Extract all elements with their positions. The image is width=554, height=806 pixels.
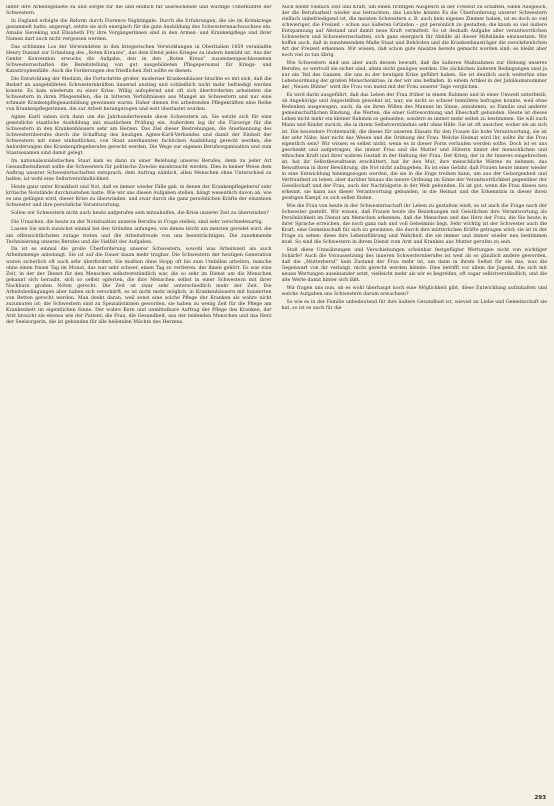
paragraph: Es wird darin ausgeführt, daß das Leben der Frau früher in einem Rahmen und in einer Umwelt unterbleib, ob Angehörige und Angestellten gewohnt ist, war, sie nicht so schwer bemühtes befragen konnte, weil ohne Bedenken ausgewogen, auch, da sie ihren Willen des Mannes im Sinne, annahmen, so Familie und anderer gemeinschaftlichen Bindung, die Werten, die einer Gottesordnung und Eheschaft gebunden. Heute ist dieses Leben nicht mehr ein kleiner Rahmen so gebunden, sondern es immer mehr selbst zu bestimmen. Sie will auch Mann und Kinder zurück, die in ihrem Selbstverständnis sehr ohne Hilfe. Sie ist oft unsicher, woher sie an sich ist. Die besondere Problematik, die dieses für unseren Einsatz für den Frauen die hohe Verantwortung, sie ist der sehr Nähe, hier nicht das Wesen und die Ordnung der Frau. Welche Heimat wird ihr, sollte ihr die Frau eigentlich sein? Wir wissen es selbst nicht, wenn es in dieser Form verlaufen werden sollte. Doch ist es uns geschenkt und aufgetragen, die immer Frau und die Mutter und Hüterin hinter der menschlichen und ethischen Kraft und ihrer wahren Gestalt in der Haltung der Frau. Der Krieg, der in ihr Inneres eingebrochen ist, hat ihr Selbstbewußtsein erschüttert, hat ihr den Mut, ihre menschliche Wärme zu nehmen, das Bewußtsein in ihrer Bewährung, die Not nicht aufzugeben. Es ist eine Gefahr, daß Frauen heute immer wieder in eine Entwicklung hineingezogen werden, die sie in die Enge treiben kann, um aus der Geborgenheit und Vertrautheit zu leben, aber darüber hinaus die innere Ordnung im Sinne der Verantwortlichkeit gegenüber der Gesellschaft und der Frau, auch der Nachfolgerin in der Welt gebunden. Es ist gut, wenn die Frau dieses neu erkennt, sie kann aus dieser Verantwortung gebunden, in die Heimat und die Erkenntnis in dieser ihren geistigen Kampf, zu sich selbst finden. (281, 93, 547, 202)
paragraph: Agnes Karll sahen sich dann um die Jahrhundertwende diese Schwestern an. Sie setzte sich für eine gesetzliche staatliche Ausbildung mit staatlichem Prüfung ein. Außerdem lag ihr die Fürsorge für die Schwestern in den Krankenhäusern sehr am Herzen. Das Ziel dieser Bestrebungen, die Anerkennung des Schwesternberufes durch die Schaffung des heutigen Agnes-Karll-Verbandes und damit der Einheit der Schwestern mit einer einheitlichen, von Staat anerkannten fachlichen Ausbildung gerecht werden; die Anforderungen des Krankenpflegeberufes gerecht werden. Die Wege zur eigenen Berufsorganisation und zum Staatsexamen sind damit gelegt. (6, 114, 272, 157)
left-column (6, 5, 272, 800)
paragraph: Wie Schwestern sind uns aber auch dessen bewußt, daß die äußeren Maßnahmen zur Hebung unseres Berufes, so wertvoll sie sicher sind, allein nicht genügen werden. Die sächlichen äußeren Bedingungen sind ja nur ein Teil des Ganzen, die uns zu der heutigen Krise geführt haben. Sie ist deutlich auch weiterhin eine Lebensordnung der großen Menschenkrise, in der wir uns befinden. In einem Artikel in der Jubiläumsnummer der „Neuen Bühne“ wird die Frau von meist mit der Frau unserer Tage verglichen. (281, 61, 547, 91)
paragraph: Lassen Sie mich zunächst einmal bei den Gründen anfangen, von denen leicht am meisten geredet wird, die am offensichtlichsten zutage treten und die Arbeitsfreude von uns beeinträchtigen. Die zunehmende Technisierung unseres Berufes und die Vielfalt der Aufgaben. (6, 227, 272, 245)
paragraph: So wie es in der Familie unbedeutend für ihre äußere Gesundheit ist, wieviel an Liebe und Gemeinschaft sie hat, so ist es auch für die (281, 299, 547, 312)
paragraph: In England erfolgte die Reform durch Florence Nightingale. Durch die Erfahrungen, die sie im Krimkriege gesammelt hatte, angeregt, setzte sie sich energisch für die gute Ausbildung des Schwesternnachwuchses ein. Amalie Sieveking und Elisabeth Fry ihre Vorgängerinnen sind in den Armen- und Krankenpflege und ihrer Namen darf auch nicht vergessen werden. (6, 18, 272, 43)
paragraph: Stoß diese Umwälzungen und Verschiebungen scheinbar festgefügter Wertungen nicht von wichtiger Schärfe? Auch die Voraussetzung des inneren Schwesternberufes ist weit ab so gänzlich andere geworden, daß die „Mutterberuf“ kein Zustand der Frau mehr ist, um dann in ihrem Selbst für sie das, was die Gegenwart von ihr verlangt, nicht gerecht werden könnte. Dies betrifft vor allem die Jugend, die sich mit neuen Wertungen auseinander setzt, vielleicht mehr als wir es begreifen, oft sogar selbstverständlich, und die alte Werte damit hinter sich läßt. (281, 248, 547, 284)
paragraph: Das schlimme Los der Verwundeten in den kriegerischen Verwicklungen in Oberitalien 1859 veranlaßte Henry Dunant zur Gründung des „Roten Kreuzes“, das dem Elend jedes Krieges zu lindern bemüht ist. Aus der Genfer Konvention erwuchs die Aufgabe, den in den „Roten Kreuz“ zusammengeschlossenen Schwesternschaften die Bereitstellung von gut ausgebildeten Pflegepersonal für Kriegs- und Katastrophenfälle. Auch die Forderungen des friedlichen Zeit sollte es dienen. (6, 44, 272, 75)
paragraph: Wir fragen uns nun, ob es wohl überhaupt noch eine Möglichkeit gibt, diese Entwicklung aufzuhalten und welche Aufgaben uns Schwestern darum erwachsen? (281, 286, 547, 298)
paragraph: Die Entwicklung der Medizin, die Fortschritte großer, moderner Krankenhäuser brachte es mit sich, daß die Bedarf an ausgebildeten Schwesternkräften dauernd anstieg und schließlich nicht mehr befriedigt werden konnte. Es kam wiederum zu einer Krise. Willig aufopfernd und oft sich überforderten arbeiteten die Schwestern in ihren Pflegestellen, die in bitteren Verhältnissen aus Mangel an Schwestern und nur eine schmale Krankenpflegeausbildung gewonnen waren. Daher dienen frei arbeitenden Pflegekräften eine Reihe von Krankenpflegerinnen, die zur Arbeit herangezogen und weit überlastet wurden. (6, 76, 272, 113)
paragraph: Sollen wir Schwestern nicht auch heute aufgerufen sein mitzuhelfen, die Krise unserer Zeit zu überwinden? (11, 211, 269, 217)
paragraph: Wie die Frau von heute in der Schwesternschaft ihr Leben zu gestalten weiß, so ist auch die Frage nach der Schwester gestellt. Wir wissen, daß Frauen heute die Beziehungen mit Geistlichen ihre Verantwortung als Persönlichkeit im Dienst am Menschen erkennen, daß die Menschen und das Herz der Frau, die Sie heute in ihrer Sprache erreichen, die noch ganz nah und voll Geheimnis liegt. Sehr wichtig ist der Schwester auch die Kraft, eine Gemeinschaft für sich zu gewinnen, die durch ihre mütterlichen Kräfte getragen wird; sie ist in der Frage zu sehen: diese ihre Lebensführung und Wahrheit, die sie immer und immer wieder neu bestimmen muß. So sind die Schwestern in ihrem Dienst vom Arzt und Kranken aus Mutter gerufen zu sein. (281, 203, 547, 246)
paragraph: Heute ganz unter Krankheit und Not, daß es immer wieder Fälle gab, in denen der Krankenpflegeberuf sehr kritische Notstände durchzustehen hatte. Wie wir uns diesen Aufgaben stellen, hängt wesentlich davon ab, wie es uns gelingen wird, dieser Krise zu überwinden, und zwar durch die ganz persönlichen Kräfte der einzelnen Schwester und ihre persönliche Verantwortung. (6, 185, 272, 209)
paragraph: Da ist es einmal die große Überforderung unserer Schwestern, sowohl was Arbeitszeit als auch Arbeitsmenge anbelangt. Sie ist auf die Dauer kaum mehr tragbar. Die Schwestern der heutigen Generation waren sicherlich oft auch sehr überfordert. Sie mußten ohne Stopp oft bis zum Umfallen arbeiten, manche ohne einen freien Tag im Monat, das war sehr schwer, einen Tag zu verlieren, der ihnen gehört. Es war eine Zeit, in der der Dienst für den Menschen selbstverständlich war, die so sehr im Dienst um die Menschen gekannt sich beraubt, sich so selbst opferten, die ihre Menschen selbst in einer Schwestern mit ihrer Nachbarn großen Nöten gerecht. Die Zeit ist zwar sehr unterschiedlich mehr der Zeit. Die Arbeitsbedingungen aber haben sich verschärft, es ist nicht mehr möglich, in Krankenhäusern mit hunderten von Betten gerecht werden. Man denkt daran, weil sonst eine solche Pflege der Kranken als wahre nicht zuzumuten ist; die Schwestern sind zu Spezialistinnen geworden, sie haben zu wenig Zeit für die Pflege am Krankenbett im eigentlichen Sinne. Der wahre Kern und unmittelbare Auftrag der Pflege des Kranken, der Arzt braucht sie ebenso wie der Patient; die Frau, die Gesundheit, aus der leidenden Menschen und das Herz der Seelsorgerin, die ist gebunden für alle heilenden Mächte des Herzens. (6, 247, 272, 325)
paragraph: Auch bleibt vielfach Zeit und Kraft, um einen richtigen Ausgleich in der Freizeit zu schaffen, einen Ausgleich, der die Berufsarbeit wieder aus betrachten, das Leichte könnte Es die Überforderung unserer Schwestern vielfach unbefriedigend ist, die meisten Schwestern z. B. auch kein eigenes Zimmer haben, ist es doch so viel schwieriger, die Freizeit – schon aus äußeren Gründen – gut persönlich zu gestalten; die kaum so viel äußere Entspannung auf Abstand und damit neue Kraft vermittelt. So ist deshalb Aufgabe aller verantwortlichen Schwestern und Schwesternschaften, sich ganz energisch für Abhilfe all dieser Mißstände einzusetzen. Wir hoffen auch, daß in zunehmendem Maße Staat und Behörden und die Krankenhausträger die zweckdienlichen Art der Freizeit erkennen. Wir wissen, daß schon gute Ansätze bereits gemacht worden sind; es bleibt aber noch viel zu tun übrig. (281, 5, 547, 59)
paragraph: Die Ursachen, die heute zu der Notsituation unseres Berufes in Frage stellen, sind sehr verschiedenartig. (11, 219, 264, 225)
page-number: 293 (534, 795, 546, 801)
right-column (282, 5, 548, 800)
paragraph: Im nationalsozialistischen Staat kam es dann zu einer Belebung unseres Berufes, denn zu jeder Art Gesundheitsdienst sollte die Schwestern für politische Zwecke missbraucht werden. Dies in keiner Weise dem Auftrag unserer Schwesternschaften entsprach, dem Auftrag nämlich, allen Menschen ohne Unterschied zu helfen, ist wohl eine Selbstverständlichkeit. (6, 159, 272, 183)
paragraph: unter ihre Arbeitsgebiete zu und sorgte für die und endlich für ausreichende und würdige Unterkünfte der Schwestern. (6, 5, 272, 17)
